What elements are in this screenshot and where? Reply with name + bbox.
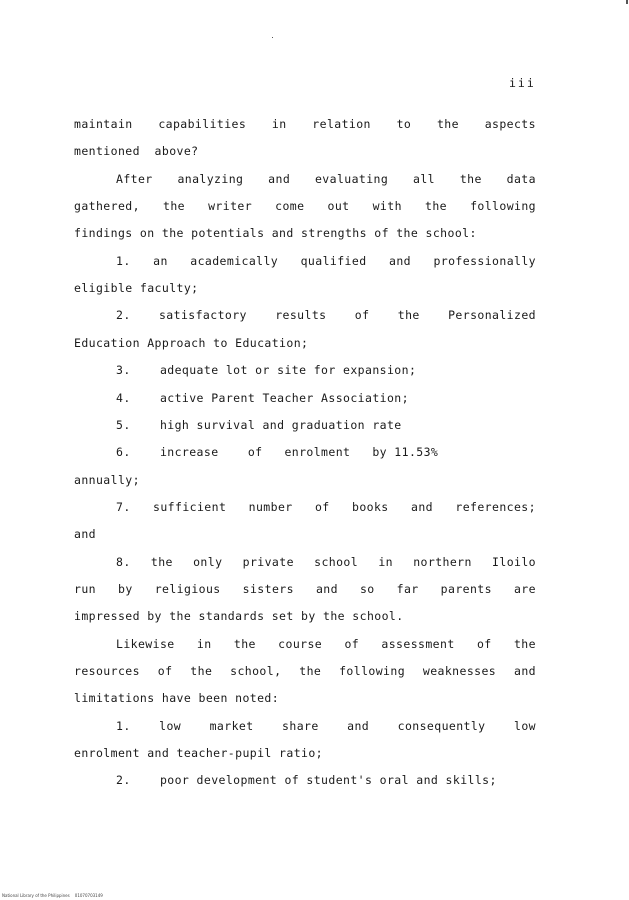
word: and xyxy=(411,499,433,514)
word: 7. xyxy=(116,499,131,514)
word: evaluating xyxy=(314,171,389,186)
word: 1. xyxy=(116,253,131,268)
word: and xyxy=(268,171,291,186)
word: come xyxy=(275,199,305,214)
text-line xyxy=(116,637,536,651)
page-number: iii xyxy=(509,76,536,90)
word: and xyxy=(347,718,370,733)
word: all xyxy=(413,171,436,186)
word: qualified xyxy=(300,253,367,268)
word: the xyxy=(425,199,447,214)
text-line: and xyxy=(74,527,96,542)
word: the xyxy=(233,636,256,651)
word: an xyxy=(153,253,168,268)
word: of xyxy=(344,636,360,651)
text-line: Education Approach to Education; xyxy=(74,335,309,350)
word: professionally xyxy=(433,253,536,268)
word: 2. xyxy=(116,308,131,323)
word: satisfactory xyxy=(158,308,247,323)
word: far xyxy=(396,581,419,596)
word: low xyxy=(159,718,182,733)
word: parents xyxy=(440,581,492,596)
word: capabilities xyxy=(158,117,247,131)
word: religious xyxy=(154,581,221,596)
word: 1. xyxy=(116,718,131,733)
word: by xyxy=(118,581,133,596)
word: are xyxy=(513,581,536,596)
word: sufficient xyxy=(153,499,227,514)
word: number xyxy=(248,499,293,514)
word: consequently xyxy=(397,718,486,733)
word: sisters xyxy=(242,581,294,596)
word: in xyxy=(196,636,212,651)
text-line xyxy=(74,117,536,131)
text-line xyxy=(74,664,536,678)
text-line xyxy=(74,199,536,213)
word: gathered, xyxy=(74,199,140,214)
word: maintain xyxy=(74,117,133,131)
word: school xyxy=(314,554,359,569)
word: books xyxy=(352,499,389,514)
word: of xyxy=(157,664,173,678)
word: of xyxy=(354,308,370,323)
word: analyzing xyxy=(177,171,244,186)
text-line xyxy=(74,582,536,596)
scan-speck xyxy=(626,0,628,4)
word: out xyxy=(327,199,350,214)
text-line: eligible faculty; xyxy=(74,281,199,296)
word: with xyxy=(372,199,402,214)
text-line xyxy=(116,555,536,569)
word: low xyxy=(514,718,536,733)
word: Likewise xyxy=(116,636,175,651)
word: data xyxy=(506,171,536,186)
text-line: 3. adequate lot or site for expansion; xyxy=(116,363,417,378)
word: After xyxy=(116,171,153,186)
text-line: 2. poor development of student's oral and skills; xyxy=(116,773,497,788)
word: the xyxy=(299,664,322,678)
word: northern xyxy=(413,554,472,569)
word: to xyxy=(396,117,412,131)
word: share xyxy=(282,718,319,733)
word: aspects xyxy=(484,117,536,131)
word: and xyxy=(514,664,536,678)
word: run xyxy=(74,581,96,596)
word: course xyxy=(278,636,323,651)
text-line: mentioned above? xyxy=(74,144,199,159)
text-line xyxy=(116,500,536,514)
word: 8. xyxy=(116,554,131,569)
text-line xyxy=(116,254,536,268)
word: school, xyxy=(230,664,282,678)
word: the xyxy=(513,636,536,651)
word: resources xyxy=(74,664,140,678)
scan-speck xyxy=(272,37,273,38)
word: private xyxy=(242,554,294,569)
word: following xyxy=(470,199,536,214)
word: the xyxy=(150,554,173,569)
word: Iloilo xyxy=(492,554,536,569)
word: academically xyxy=(190,253,279,268)
word: and xyxy=(315,581,338,596)
word: of xyxy=(476,636,492,651)
text-line: impressed by the standards set by the school. xyxy=(74,609,404,624)
word: market xyxy=(209,718,254,733)
word: the xyxy=(190,664,213,678)
word: in xyxy=(378,554,393,569)
word: writer xyxy=(208,199,253,214)
word: weaknesses xyxy=(422,664,497,678)
word: the xyxy=(163,199,185,214)
text-line xyxy=(116,172,536,186)
text-line: enrolment and teacher-pupil ratio; xyxy=(74,746,324,761)
text-line: limitations have been noted: xyxy=(74,691,280,706)
word: in xyxy=(271,117,287,131)
text-line xyxy=(116,308,536,322)
word: the xyxy=(459,171,482,186)
word: the xyxy=(397,308,420,323)
text-line: findings on the potentials and strengths of the school: xyxy=(74,226,477,241)
word: only xyxy=(193,554,223,569)
text-line: 4. active Parent Teacher Association; xyxy=(116,390,409,405)
word: Personalized xyxy=(448,308,536,323)
word: of xyxy=(314,499,330,514)
text-line: 6. increase of enrolment by 11.53% xyxy=(116,445,439,460)
word: assessment xyxy=(381,636,455,651)
word: and xyxy=(389,253,411,268)
word: following xyxy=(339,664,406,678)
word: results xyxy=(275,308,327,323)
text-line xyxy=(116,719,536,733)
text-line: 5. high survival and graduation rate xyxy=(116,417,402,432)
word: the xyxy=(436,117,459,131)
word: so xyxy=(359,581,375,596)
text-line: annually; xyxy=(74,472,140,487)
word: references; xyxy=(455,499,536,514)
footer-stamp: National Library of the Philippines 01070703149 xyxy=(2,893,103,898)
word: relation xyxy=(312,117,371,131)
